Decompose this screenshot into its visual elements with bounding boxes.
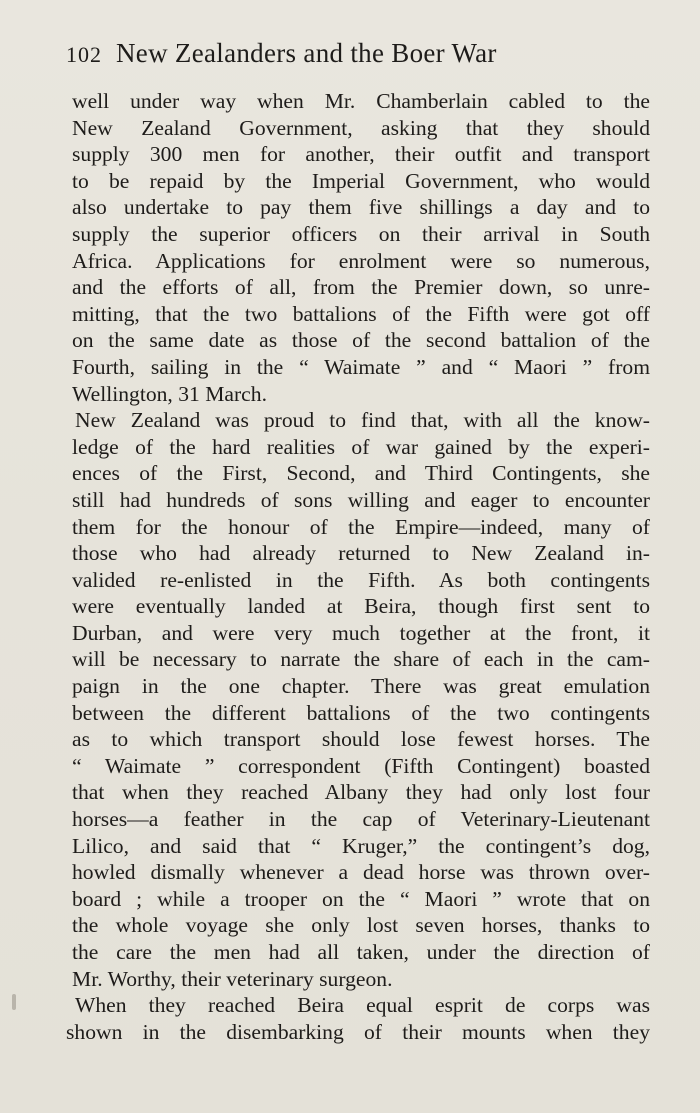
text-line: ences of the First, Second, and Third Contingents, she [72, 461, 650, 486]
text-line: them for the honour of the Empire—indeed, many of [72, 514, 650, 539]
text-line: supply 300 men for another, their outfit and transport [72, 142, 650, 167]
text-line: were eventually landed at Beira, though first sent to [72, 594, 650, 619]
text-line: Africa. Applications for enrolment were so numerous, [72, 248, 650, 273]
text-line: well under way when Mr. Chamberlain cabled to the [72, 89, 650, 113]
body-text [66, 88, 650, 1045]
text-line: mitting, that the two battalions of the Fifth were got off [72, 301, 650, 326]
text-line: still had hundreds of sons willing and eager to encounter [72, 487, 650, 512]
text-line: New Zealand Government, asking that they should [72, 115, 650, 140]
text-line: Lilico, and said that “ Kruger,” the contingent’s dog, [72, 833, 650, 858]
text-line: When they reached Beira equal esprit de corps was [75, 993, 650, 1018]
text-line: board ; while a trooper on the “ Maori ” wrote that on [72, 886, 650, 911]
text-line: the whole voyage she only lost seven horses, thanks to [72, 913, 650, 938]
text-line: the care the men had all taken, under the direction of [72, 940, 650, 964]
text-line: supply the superior officers on their arrival in South [72, 221, 650, 246]
text-line: valided re-enlisted in the Fifth. As both contingents [72, 567, 650, 592]
text-line: Mr. Worthy, their veterinary surgeon. [72, 966, 393, 991]
text-line: New Zealand was proud to find that, with all the know- [75, 408, 650, 433]
text-line: between the different battalions of the two contingents [72, 700, 650, 725]
text-line: ledge of the hard realities of war gained by the experi- [72, 434, 650, 459]
text-line: those who had already returned to New Zealand in- [72, 541, 650, 566]
text-line: also undertake to pay them five shillings a day and to [72, 195, 650, 220]
running-header [66, 38, 650, 78]
text-line: horses—a feather in the cap of Veterinary-Lieutenant [72, 807, 650, 832]
text-line: on the same date as those of the second battalion of the [72, 328, 650, 353]
text-line: as to which transport should lose fewest horses. The [72, 727, 650, 752]
running-title: New Zealanders and the Boer War [116, 38, 497, 68]
text-line: and the efforts of all, from the Premier down, so unre- [72, 275, 650, 300]
text-line: “ Waimate ” correspondent (Fifth Contingent) boasted [72, 753, 650, 778]
text-line: howled dismally whenever a dead horse was thrown over- [72, 860, 650, 885]
text-line: paign in the one chapter. There was great emulation [72, 674, 650, 699]
text-line: that when they reached Albany they had only lost four [72, 780, 650, 805]
margin-mark [12, 994, 16, 1010]
text-line: Durban, and were very much together at the front, it [72, 620, 650, 645]
text-line: Wellington, 31 March. [72, 381, 267, 406]
text-line: will be necessary to narrate the share of each in the cam- [72, 647, 650, 672]
text-line: shown in the disembarking of their mounts when they [66, 1019, 650, 1044]
page-number: 102 [66, 42, 102, 67]
text-line: Fourth, sailing in the “ Waimate ” and “ Maori ” from [72, 354, 650, 379]
text-line: to be repaid by the Imperial Government, who would [72, 168, 650, 193]
